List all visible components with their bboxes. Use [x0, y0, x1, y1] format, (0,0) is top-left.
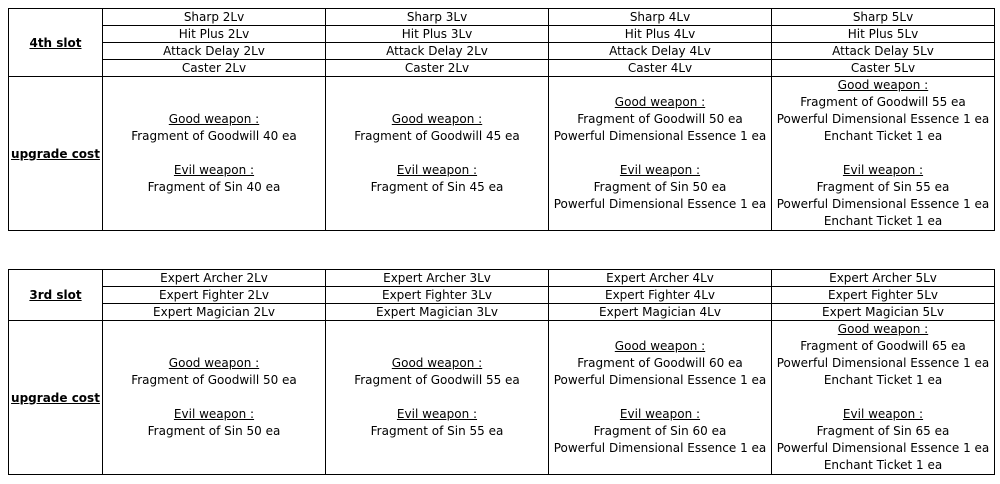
upgrade-cost-cell — [772, 321, 995, 475]
cost-item: Enchant Ticket 1 ea — [823, 373, 943, 387]
upgrade-cost-cell — [103, 77, 326, 231]
good-weapon-label: Good weapon : — [614, 339, 706, 353]
upgrade-cost-cell — [326, 321, 549, 475]
skill-cell: Expert Archer 4Lv — [549, 270, 772, 287]
good-weapon-label: Good weapon : — [391, 112, 483, 126]
cost-item: Fragment of Sin 60 ea — [593, 424, 727, 438]
skill-cell: Expert Magician 2Lv — [103, 304, 326, 321]
upgrade-cost-cell — [103, 321, 326, 475]
skill-cell: Expert Magician 4Lv — [549, 304, 772, 321]
third-slot-table — [8, 269, 995, 475]
cost-item: Powerful Dimensional Essence 1 ea — [553, 373, 767, 387]
slot-label: 3rd slot — [9, 270, 103, 321]
cost-item: Fragment of Sin 65 ea — [816, 424, 950, 438]
upgrade-cost-cell — [326, 77, 549, 231]
cost-item: Fragment of Sin 45 ea — [370, 180, 504, 194]
cost-item: Enchant Ticket 1 ea — [823, 129, 943, 143]
cost-item: Fragment of Sin 55 ea — [370, 424, 504, 438]
skill-cell: Sharp 5Lv — [772, 9, 995, 26]
cost-item: Fragment of Sin 50 ea — [593, 180, 727, 194]
skill-cell: Attack Delay 2Lv — [103, 43, 326, 60]
skill-cell: Expert Fighter 2Lv — [103, 287, 326, 304]
good-weapon-label: Good weapon : — [391, 356, 483, 370]
skill-cell: Expert Archer 2Lv — [103, 270, 326, 287]
skill-cell: Expert Archer 5Lv — [772, 270, 995, 287]
skill-cell: Expert Magician 5Lv — [772, 304, 995, 321]
fourth-slot-table — [8, 8, 995, 231]
skill-cell: Caster 2Lv — [326, 60, 549, 77]
skill-cell: Attack Delay 2Lv — [326, 43, 549, 60]
good-weapon-label: Good weapon : — [837, 322, 929, 336]
cost-item: Fragment of Goodwill 60 ea — [577, 356, 743, 370]
cost-item: Fragment of Goodwill 65 ea — [800, 339, 966, 353]
cost-item: Fragment of Sin 50 ea — [147, 424, 281, 438]
skill-cell: Expert Magician 3Lv — [326, 304, 549, 321]
evil-weapon-label: Evil weapon : — [842, 163, 924, 177]
evil-weapon-label: Evil weapon : — [619, 163, 701, 177]
skill-cell: Hit Plus 3Lv — [326, 26, 549, 43]
evil-weapon-label: Evil weapon : — [173, 163, 255, 177]
upgrade-cost-cell — [772, 77, 995, 231]
cost-item: Powerful Dimensional Essence 1 ea — [553, 441, 767, 455]
skill-cell: Expert Fighter 4Lv — [549, 287, 772, 304]
skill-cell: Sharp 4Lv — [549, 9, 772, 26]
skill-cell: Sharp 3Lv — [326, 9, 549, 26]
upgrade-cost-cell — [549, 77, 772, 231]
skill-cell: Caster 4Lv — [549, 60, 772, 77]
good-weapon-label: Good weapon : — [837, 78, 929, 92]
skill-cell: Hit Plus 5Lv — [772, 26, 995, 43]
upgrade-cost-label: upgrade cost — [9, 321, 103, 475]
cost-item: Fragment of Goodwill 50 ea — [577, 112, 743, 126]
cost-item: Fragment of Sin 40 ea — [147, 180, 281, 194]
upgrade-cost-label: upgrade cost — [9, 77, 103, 231]
cost-item: Powerful Dimensional Essence 1 ea — [776, 197, 990, 211]
skill-cell: Caster 5Lv — [772, 60, 995, 77]
cost-item: Fragment of Sin 55 ea — [816, 180, 950, 194]
cost-item: Fragment of Goodwill 55 ea — [800, 95, 966, 109]
evil-weapon-label: Evil weapon : — [842, 407, 924, 421]
skill-cell: Caster 2Lv — [103, 60, 326, 77]
cost-item: Powerful Dimensional Essence 1 ea — [553, 197, 767, 211]
evil-weapon-label: Evil weapon : — [396, 407, 478, 421]
skill-cell: Attack Delay 5Lv — [772, 43, 995, 60]
skill-cell: Expert Archer 3Lv — [326, 270, 549, 287]
cost-item: Powerful Dimensional Essence 1 ea — [776, 356, 990, 370]
cost-item: Fragment of Goodwill 45 ea — [354, 129, 520, 143]
skill-cell: Attack Delay 4Lv — [549, 43, 772, 60]
cost-item: Fragment of Goodwill 40 ea — [131, 129, 297, 143]
good-weapon-label: Good weapon : — [614, 95, 706, 109]
evil-weapon-label: Evil weapon : — [619, 407, 701, 421]
upgrade-cost-cell — [549, 321, 772, 475]
cost-item: Enchant Ticket 1 ea — [823, 458, 943, 472]
evil-weapon-label: Evil weapon : — [396, 163, 478, 177]
skill-cell: Hit Plus 2Lv — [103, 26, 326, 43]
cost-item: Fragment of Goodwill 55 ea — [354, 373, 520, 387]
cost-item: Powerful Dimensional Essence 1 ea — [553, 129, 767, 143]
skill-cell: Expert Fighter 5Lv — [772, 287, 995, 304]
good-weapon-label: Good weapon : — [168, 112, 260, 126]
cost-item: Powerful Dimensional Essence 1 ea — [776, 441, 990, 455]
skill-cell: Expert Fighter 3Lv — [326, 287, 549, 304]
cost-item: Enchant Ticket 1 ea — [823, 214, 943, 228]
slot-label: 4th slot — [9, 9, 103, 77]
skill-cell: Hit Plus 4Lv — [549, 26, 772, 43]
good-weapon-label: Good weapon : — [168, 356, 260, 370]
cost-item: Powerful Dimensional Essence 1 ea — [776, 112, 990, 126]
evil-weapon-label: Evil weapon : — [173, 407, 255, 421]
cost-item: Fragment of Goodwill 50 ea — [131, 373, 297, 387]
skill-cell: Sharp 2Lv — [103, 9, 326, 26]
